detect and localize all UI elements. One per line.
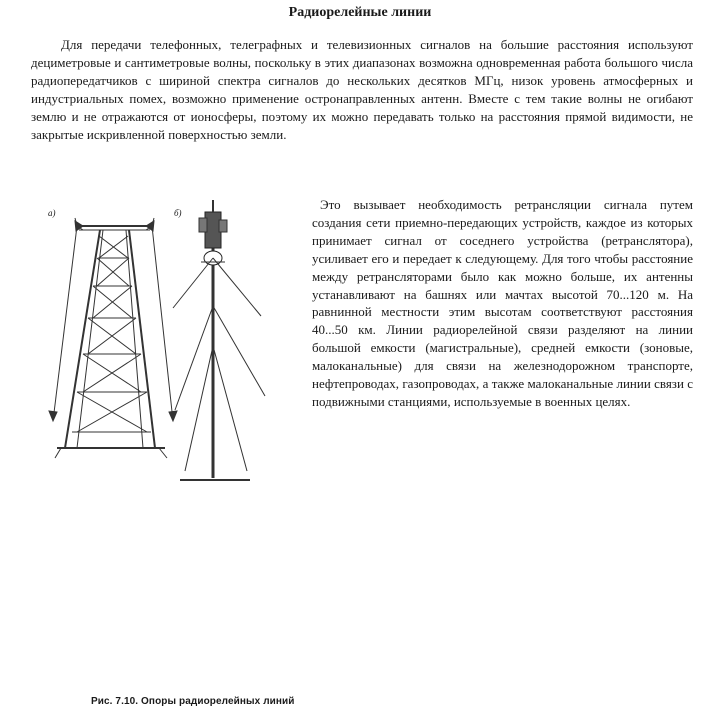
lattice-tower — [49, 218, 177, 458]
figure-label-a: а) — [48, 208, 56, 218]
figure-label-b: б) — [174, 208, 182, 218]
towers-drawing — [35, 196, 305, 496]
figure-radio-relay-towers — [35, 196, 305, 707]
intro-paragraph: Для передачи телефонных, телеграфных и телевизионных сигналов на большие расстояния используют дециметровые и сантиметровые волны, поскольку в этих диапазонах возможна одновременная работа большого числа радиопередатчиков с шириной спектра сигналов до нескольких десятков МГц, низок уровень атмосферных и индустриальных помех, возможно применение остронаправленных антенн. Вместе с тем такие волны не огибают землю и не отражаются от ионосферы, поэтому их можно передавать только на расстояния прямой видимости, не закрытые искривленной поверхностью земли. — [31, 37, 693, 142]
column-paragraph: Это вызывает необходимость ретрансляции сигнала путем создания сети приемно-передающих устройств, каждое из которых принимает сигнал от соседнего устройства (ретранслятора), усиливает его и передает к следующему. Для того чтобы расстояние между ретрансляторами было как можно больше, их антенны устанавливают на башнях или мачтах высотой 70...120 м. На равнинной местности этим высотам соответствуют расстояния 40...50 км. Линии радиорелейной связи разделяют на линии большой емкости (магистральные), средней емкости (зоновые, малоканальные) для связи на железнодорожном транспорте, нефтепроводах, газопроводах, а также малоканальные линии связи с подвижными станциями, используемые в военных целях. — [312, 197, 693, 409]
guyed-mast — [173, 200, 265, 480]
page-title: Радиорелейные линии — [288, 5, 432, 20]
figure-caption: Рис. 7.10. Опоры радиорелейных линий — [91, 696, 295, 707]
